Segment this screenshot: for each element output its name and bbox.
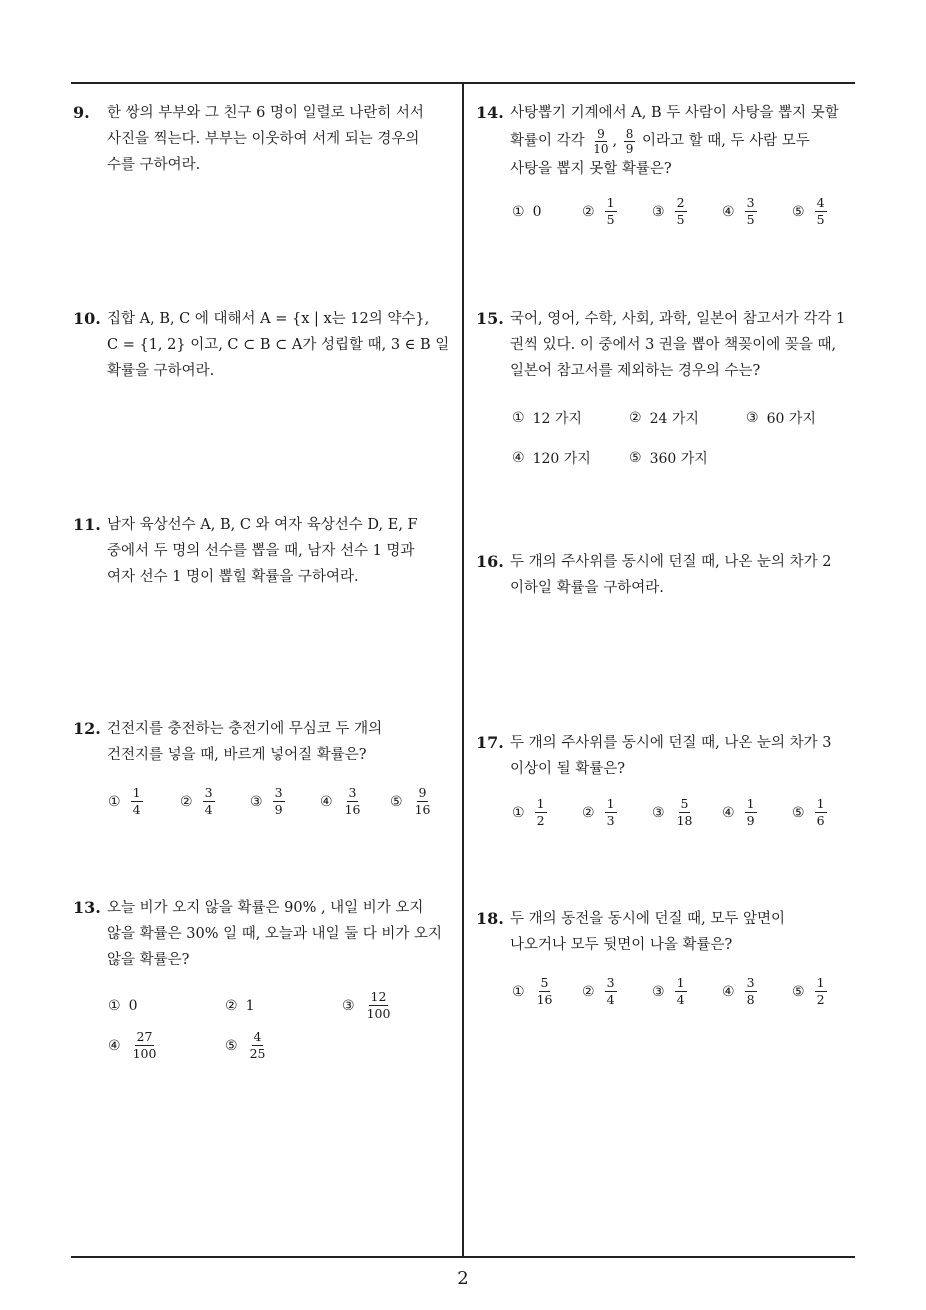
fraction: $\frac{3}{9}$: [274, 785, 283, 817]
choice-1[interactable]: [512, 976, 556, 1007]
choice-3[interactable]: [652, 976, 689, 1007]
question-text: 확률이 각각 $\frac{9}{10}$ , $\frac{8}{9}$ 이라고 할 때, 두 사람 모두: [510, 126, 810, 156]
choice-marker: ②: [629, 410, 642, 426]
question-number: 14.: [476, 103, 504, 122]
question-number: 13.: [73, 898, 101, 917]
choice-marker: ③: [250, 793, 263, 810]
choice-marker: ①: [512, 410, 525, 426]
question-number: 18.: [476, 909, 504, 928]
fraction: $\frac{3}{4}$: [606, 975, 615, 1007]
question-text: 권씩 있다. 이 중에서 3 권을 뽑아 책꽂이에 꽂을 때,: [510, 337, 837, 353]
choice-marker: ②: [582, 203, 595, 220]
question-text: 건전지를 충전하는 충전기에 무심코 두 개의: [107, 721, 383, 737]
question-17: [476, 730, 861, 782]
choice-marker: ③: [652, 983, 665, 1000]
question-number: 12.: [73, 719, 101, 738]
question-text: 사진을 찍는다. 부부는 이웃하여 서게 되는 경우의: [107, 131, 420, 147]
question-text: 사탕을 뽑지 못할 확률은?: [510, 161, 672, 177]
question-text: 이하일 확률을 구하여라.: [510, 580, 664, 596]
question-text: 사탕뽑기 기계에서 A, B 두 사람이 사탕을 뽑지 못할: [510, 105, 839, 121]
choice-value: 24 가지: [649, 411, 699, 427]
choice-marker: ②: [582, 804, 595, 821]
choice-marker: ①: [108, 793, 121, 810]
choice-4[interactable]: [722, 196, 759, 227]
choice-3[interactable]: [250, 786, 287, 817]
choice-1[interactable]: [108, 998, 137, 1014]
choice-marker: ③: [342, 997, 355, 1014]
question-text: 이상이 될 확률은?: [510, 761, 626, 777]
question-16: [476, 549, 861, 601]
question-text: 않을 확률은?: [107, 952, 190, 968]
choice-marker: ②: [180, 793, 193, 810]
fraction: $\frac{3}{4}$: [204, 785, 213, 817]
choice-marker: ④: [722, 203, 735, 220]
question-text: C = {1, 2} 이고, C ⊂ B ⊂ A가 성립할 때, 3 ∈ B 일: [107, 337, 450, 353]
choice-marker: ①: [512, 983, 525, 1000]
question-10: [73, 306, 458, 384]
choice-value: 1: [245, 998, 255, 1014]
page-number: 2: [457, 1268, 469, 1289]
choice-value: 360 가지: [649, 451, 708, 467]
choice-marker: ①: [512, 804, 525, 821]
choice-marker: ④: [512, 450, 525, 466]
question-number: 9.: [73, 103, 90, 122]
question-number: 16.: [476, 552, 504, 571]
choice-5[interactable]: [792, 976, 829, 1007]
question-text: 두 개의 주사위를 동시에 던질 때, 나온 눈의 차가 2: [510, 554, 832, 570]
question-number: 10.: [73, 309, 101, 328]
question-text: 집합 A, B, C 에 대해서 A = {x | x는 12의 약수},: [107, 311, 430, 327]
fraction: $\frac{3}{5}$: [746, 195, 755, 227]
choice-5[interactable]: [225, 1030, 269, 1061]
choice-marker: ③: [652, 203, 665, 220]
choice-2[interactable]: [180, 786, 217, 817]
fraction: $\frac{1}{2}$: [536, 796, 545, 828]
choice-marker: ⑤: [792, 804, 805, 821]
choice-5[interactable]: [629, 448, 708, 468]
choice-5[interactable]: [792, 196, 829, 227]
fraction: $\frac{4}{5}$: [816, 195, 825, 227]
choice-marker: ④: [108, 1037, 121, 1054]
choice-marker: ⑤: [792, 203, 805, 220]
question-14: [476, 100, 861, 182]
question-text: 않을 확률은 30% 일 때, 오늘과 내일 둘 다 비가 오지: [107, 926, 443, 942]
choice-4[interactable]: [512, 448, 591, 468]
choice-1[interactable]: [108, 786, 145, 817]
fraction: $\frac{3}{8}$: [746, 975, 755, 1007]
question-number: 15.: [476, 309, 504, 328]
fraction: $\frac{27}{100}$: [132, 1029, 157, 1061]
choice-marker: ⑤: [390, 793, 403, 810]
choice-marker: ②: [582, 983, 595, 1000]
question-text: 오늘 비가 오지 않을 확률은 90% , 내일 비가 오지: [107, 900, 424, 916]
choice-value: 12 가지: [532, 411, 582, 427]
choice-marker: ②: [225, 998, 238, 1014]
choice-value: 120 가지: [532, 451, 591, 467]
fraction: $\frac{1}{4}$: [132, 785, 141, 817]
choice-4[interactable]: [722, 797, 759, 828]
fraction: $\frac{4}{25}$: [249, 1029, 266, 1061]
question-text: 일본어 참고서를 제외하는 경우의 수는?: [510, 363, 761, 379]
question-text: 나오거나 모두 뒷면이 나올 확률은?: [510, 937, 733, 953]
fraction: $\frac{12}{100}$: [366, 989, 391, 1021]
question-13: [73, 895, 458, 973]
choice-marker: ④: [320, 793, 333, 810]
choice-value: 0: [128, 998, 138, 1014]
question-number: 17.: [476, 733, 504, 752]
question-18: [476, 906, 861, 958]
question-text: 수를 구하여라.: [107, 157, 201, 173]
choice-marker: ③: [746, 410, 759, 426]
fraction: $\frac{1}{2}$: [816, 975, 825, 1007]
question-text: 건전지를 넣을 때, 바르게 넣어질 확률은?: [107, 747, 367, 763]
choice-1[interactable]: [512, 204, 541, 220]
choice-5[interactable]: [792, 797, 829, 828]
question-text: 두 개의 주사위를 동시에 던질 때, 나온 눈의 차가 3: [510, 735, 832, 751]
choice-5[interactable]: [390, 786, 434, 817]
fraction: $\frac{1}{4}$: [676, 975, 685, 1007]
choice-2[interactable]: [582, 196, 619, 227]
question-11: [73, 512, 458, 590]
fraction: $\frac{1}{9}$: [746, 796, 755, 828]
choice-marker: ①: [512, 204, 525, 220]
question-text: 국어, 영어, 수학, 사회, 과학, 일본어 참고서가 각각 1: [510, 311, 846, 327]
question-text: 남자 육상선수 A, B, C 와 여자 육상선수 D, E, F: [107, 517, 418, 533]
choice-2[interactable]: [225, 998, 254, 1014]
column-divider: [462, 82, 464, 1257]
choice-marker: ①: [108, 998, 121, 1014]
choice-3[interactable]: [652, 797, 696, 828]
fraction: $\frac{1}{6}$: [816, 796, 825, 828]
fraction: $\frac{3}{16}$: [344, 785, 361, 817]
fraction: $\frac{8}{9}$: [625, 126, 634, 156]
choice-4[interactable]: [320, 786, 364, 817]
choice-value: 60 가지: [766, 411, 816, 427]
choice-4[interactable]: [108, 1030, 160, 1061]
choice-2[interactable]: [582, 976, 619, 1007]
choice-marker: ④: [722, 804, 735, 821]
choice-marker: ⑤: [792, 983, 805, 1000]
fraction: $\frac{9}{10}$: [593, 126, 609, 156]
bottom-rule: [71, 1256, 855, 1258]
question-text: 한 쌍의 부부와 그 친구 6 명이 일렬로 나란히 서서: [107, 105, 424, 121]
question-number: 11.: [73, 515, 101, 534]
fraction: $\frac{5}{18}$: [676, 796, 693, 828]
fraction: $\frac{1}{3}$: [606, 796, 615, 828]
question-text: 확률을 구하여라.: [107, 363, 215, 379]
question-9: [73, 100, 458, 178]
fraction: $\frac{9}{16}$: [414, 785, 431, 817]
question-text: 여자 선수 1 명이 뽑힐 확률을 구하여라.: [107, 569, 359, 585]
choice-marker: ③: [652, 804, 665, 821]
fraction: $\frac{1}{5}$: [606, 195, 615, 227]
choice-1[interactable]: [512, 797, 549, 828]
choice-2[interactable]: [582, 797, 619, 828]
choice-2[interactable]: [629, 408, 699, 428]
choice-3[interactable]: [342, 990, 394, 1021]
question-text: 중에서 두 명의 선수를 뽑을 때, 남자 선수 1 명과: [107, 543, 415, 559]
question-15: [476, 306, 861, 384]
choice-value: 0: [532, 204, 542, 220]
question-12: [73, 716, 458, 768]
choice-1[interactable]: [512, 408, 582, 428]
fraction: $\frac{5}{16}$: [536, 975, 553, 1007]
choice-3[interactable]: [746, 408, 816, 428]
choice-marker: ④: [722, 983, 735, 1000]
choice-4[interactable]: [722, 976, 759, 1007]
choice-marker: ⑤: [225, 1037, 238, 1054]
question-text: 두 개의 동전을 동시에 던질 때, 모두 앞면이: [510, 911, 785, 927]
fraction: $\frac{2}{5}$: [676, 195, 685, 227]
choice-marker: ⑤: [629, 450, 642, 466]
choice-3[interactable]: [652, 196, 689, 227]
